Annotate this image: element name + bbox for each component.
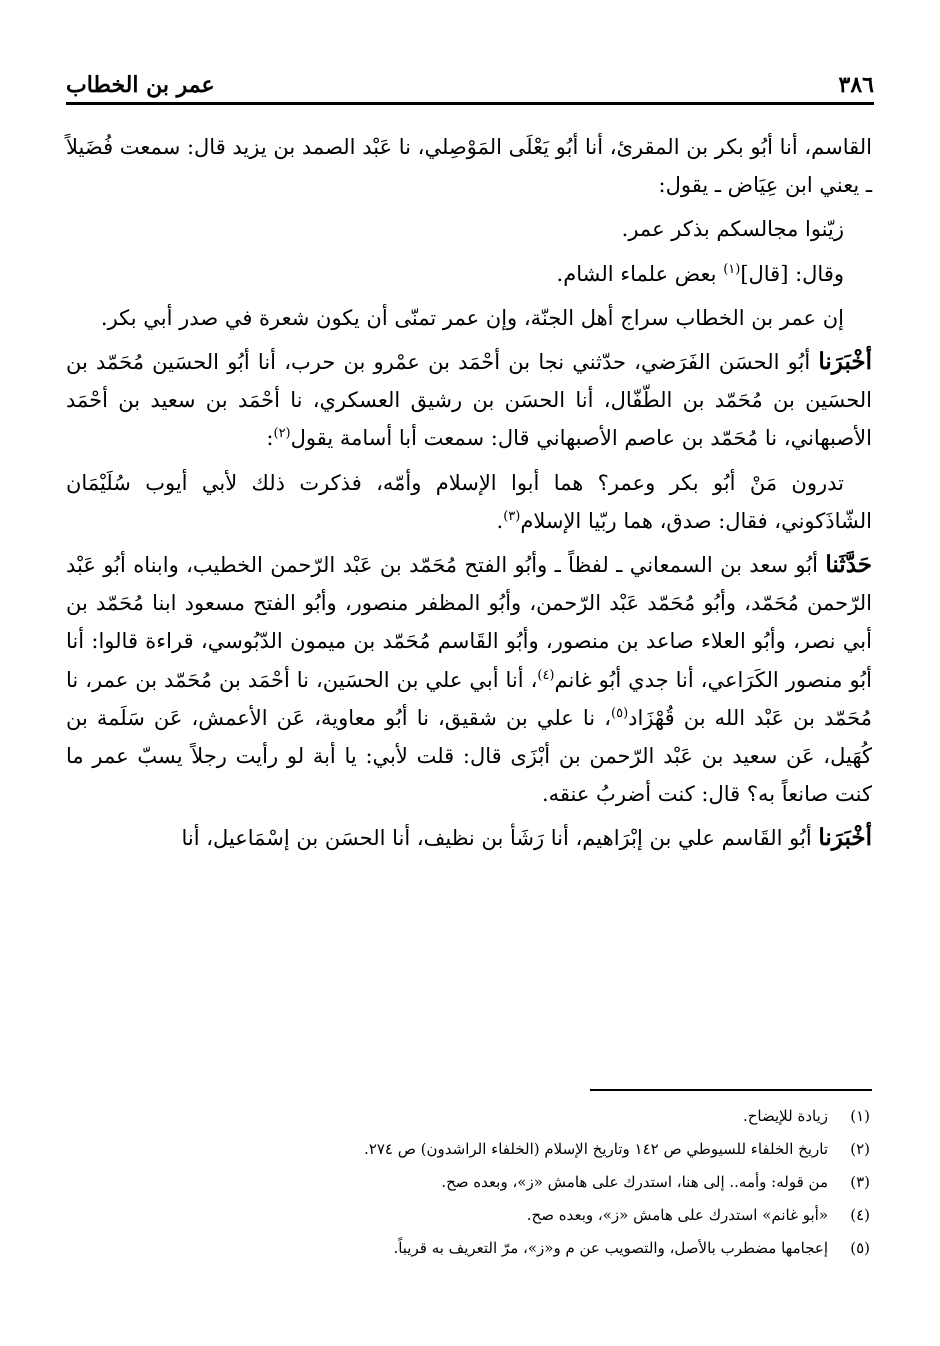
footnote-ref: (٤) <box>537 667 555 683</box>
isnad-keyword: أخْبَرَنا <box>818 824 872 852</box>
footnote-divider <box>590 1089 872 1091</box>
page-number: ٣٨٦ <box>838 72 874 98</box>
footnote <box>66 1199 870 1232</box>
footnote-text: تاريخ الخلفاء للسيوطي ص ١٤٢ وتاريخ الإسلام (الخلفاء الراشدون) ص ٢٧٤. <box>364 1140 828 1158</box>
footnote-number: (٣) <box>850 1173 870 1191</box>
paragraph: إن عمر بن الخطاب سراج أهل الجنّة، وإن عمر تمنّى أن يكون شعرة في صدر أبي بكر. <box>100 305 844 330</box>
paragraph: حَدَّثَنا أبُو سعد بن السمعاني ـ لفظاً ـ وأبُو الفتح مُحَمّد بن عَبْد الرّحمن الخطيب، وابناه أبُو عَبْد الرّحمن مُحَمّد، وأبُو مُحَمّد عَبْد الرّحمن، وأبُو المظفر منصور، وأبُو الفتح مسعود ابنا مُحَمّد بن أبي نصر، وأبُو العلاء صاعد بن منصور، وأبُو القَاسم مُحَمّد بن ميمون الدّبُوسي، قراءة قالوا: أنا أبُو منصور الكَرَاعي، أنا جدي أبُو غانم$^{(٤)}$، أنا أبي علي بن الحسَين، نا أحْمَد بن مُحَمّد بن عمر، نا مُحَمّد بن عَبْد الله بن قُهْزَاد$^{(٥)}$، نا علي بن شقيق، نا أبُو معاوية، عَن الأعمش، عَن سَلَمة بن كُهَيل، عَن سعيد بن عَبْد الرّحمن بن أبْزَى قال: قلت لأبي: يا أبة لو رأيت رجلاً يسبّ عمر ما كنت صانعاً به؟ قال: كنت أضربُ عنقه. <box>66 551 872 807</box>
footnote-number: (٥) <box>850 1239 870 1257</box>
footnote <box>66 1133 870 1166</box>
footnote-ref: (١) <box>723 261 741 277</box>
footnote-ref: (٥) <box>611 705 629 721</box>
footnote-number: (٤) <box>850 1206 870 1224</box>
footnote-text: من قوله: وأمه.. إلى هنا، استدرك على هامش «ز»، وبعده صح. <box>441 1173 828 1191</box>
paragraph: وقال: [قال]$^{(١)}$ بعض علماء الشام. <box>556 261 844 286</box>
paragraph: زيّنوا مجالسكم بذكر عمر. <box>621 217 844 242</box>
footnote <box>66 1232 870 1265</box>
footnote <box>66 1166 870 1199</box>
footnotes <box>66 1100 870 1265</box>
footnote <box>66 1100 870 1133</box>
paragraph: أخْبَرَنا أبُو القَاسم علي بن إبْرَاهيم، أنا رَشَأ بن نظيف، أنا الحسَن بن إسْمَاعيل، أنا <box>181 824 872 852</box>
running-header <box>66 68 874 105</box>
footnote-text: زيادة للإيضاح. <box>742 1107 828 1125</box>
paragraph: القاسم، أنا أبُو بكر بن المقرئ، أنا أبُو يَعْلَى المَوْصِلي، نا عَبْد الصمد بن يزيد قال: سمعت فُضَيلاً ـ يعني ابن عِيَاض ـ يقول: <box>66 135 872 198</box>
isnad-keyword: حَدَّثَنا <box>825 551 872 579</box>
footnote-text: إعجامها مضطرب بالأصل، والتصويب عن م و«ز»، مرّ التعريف به قريباً. <box>393 1239 828 1257</box>
book-title: عمر بن الخطاب <box>66 72 215 98</box>
footnote-ref: (٢) <box>273 426 291 442</box>
isnad-keyword: أخْبَرَنا <box>818 348 872 376</box>
footnote-text: «أبو غانم» استدرك على هامش «ز»، وبعده صح. <box>526 1206 828 1224</box>
footnote-number: (٢) <box>850 1140 870 1158</box>
paragraph: تدرون مَنْ أبُو بكر وعمر؟ هما أبوا الإسلام وأمّه، فذكرت ذلك لأبي أيوب سُلَيْمَان الشّاذَكوني، فقال: صدق، هما ربّيا الإسلام$^{(٣)}$. <box>66 470 872 533</box>
footnote-ref: (٣) <box>503 508 521 524</box>
paragraph: أخْبَرَنا أبُو الحسَن الفَرَضي، حدّثني نجا بن أحْمَد بن عمْرو بن حرب، أنا أبُو الحسَين مُحَمّد بن الحسَين بن مُحَمّد بن الطّفّال، أنا الحسَن بن رشيق العسكري، نا أحْمَد بن سعيد بن أحْمَد الأصبهاني، نا مُحَمّد بن عاصم الأصبهاني قال: سمعت أبا أسامة يقول$^{(٢)}$: <box>66 348 872 451</box>
main-text <box>66 128 872 864</box>
footnote-number: (١) <box>850 1107 870 1125</box>
